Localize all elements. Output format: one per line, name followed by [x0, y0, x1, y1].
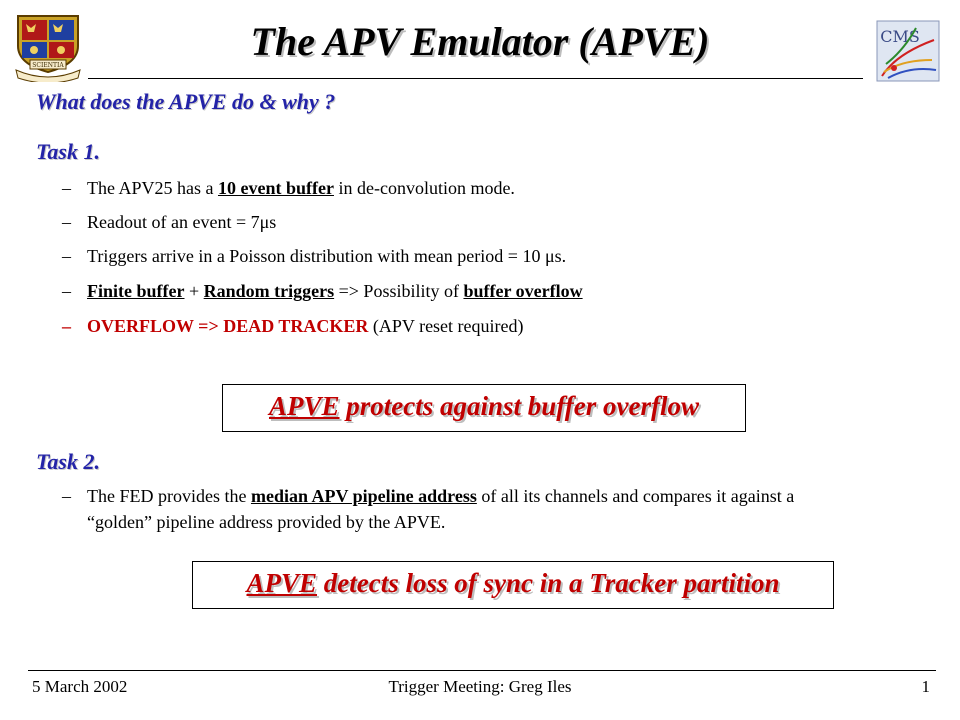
bullet-dash: –	[62, 486, 71, 506]
slide-title: The APV Emulator (APVE)	[250, 19, 710, 64]
bullet-dash: –	[62, 178, 71, 198]
callout-emphasis: APVE	[268, 391, 340, 421]
callout-emphasis: APVE	[246, 568, 318, 598]
bullet-text: => Possibility of	[334, 281, 464, 301]
bullet-text: The APV25 has a	[87, 178, 218, 198]
underlined-emphasis: median APV pipeline address	[250, 486, 477, 506]
bullet-dash: –	[62, 281, 71, 301]
underlined-emphasis: buffer overflow	[463, 281, 583, 301]
bullet-text: Triggers arrive in a Poisson distribution with mean period = 10 μs.	[87, 246, 567, 266]
slide-subtitle: What does the APVE do & why ?	[36, 89, 336, 114]
footer-meeting: Trigger Meeting: Greg Iles	[388, 677, 572, 696]
footer-page-number: 1	[921, 677, 930, 696]
callout-sync-loss	[192, 561, 834, 609]
bullet-text: in de-convolution mode.	[333, 178, 515, 198]
svg-text:CMS: CMS	[880, 27, 920, 46]
warning-text: OVERFLOW => DEAD TRACKER	[87, 316, 369, 336]
underlined-emphasis: Finite buffer	[87, 281, 185, 301]
bullet-dash: –	[62, 246, 71, 266]
callout-text: detects loss of sync in a Tracker partition	[317, 568, 780, 598]
callout-buffer-overflow	[222, 384, 746, 432]
underlined-emphasis: Random triggers	[203, 281, 335, 301]
svg-text:SCIENTIA: SCIENTIA	[32, 62, 64, 69]
footer-divider	[28, 670, 936, 671]
bullet-text: +	[184, 281, 204, 301]
bullet-text: of all its channels and compares it against a “golden” pipeline address provided by the APVE.	[87, 486, 795, 532]
bullet-text: (APV reset required)	[368, 316, 524, 336]
bullet-dash: –	[62, 212, 71, 232]
bullet-text: Readout of an event = 7μs	[87, 212, 277, 232]
bullet-dash: –	[62, 316, 71, 336]
callout-text: protects against buffer overflow	[339, 391, 700, 421]
bullet-text: The FED provides the	[87, 486, 251, 506]
footer-date: 5 March 2002	[32, 677, 128, 696]
task1-heading: Task 1.	[36, 139, 100, 164]
underlined-emphasis: 10 event buffer	[217, 178, 334, 198]
task2-heading: Task 2.	[36, 449, 100, 474]
title-divider	[88, 78, 863, 79]
